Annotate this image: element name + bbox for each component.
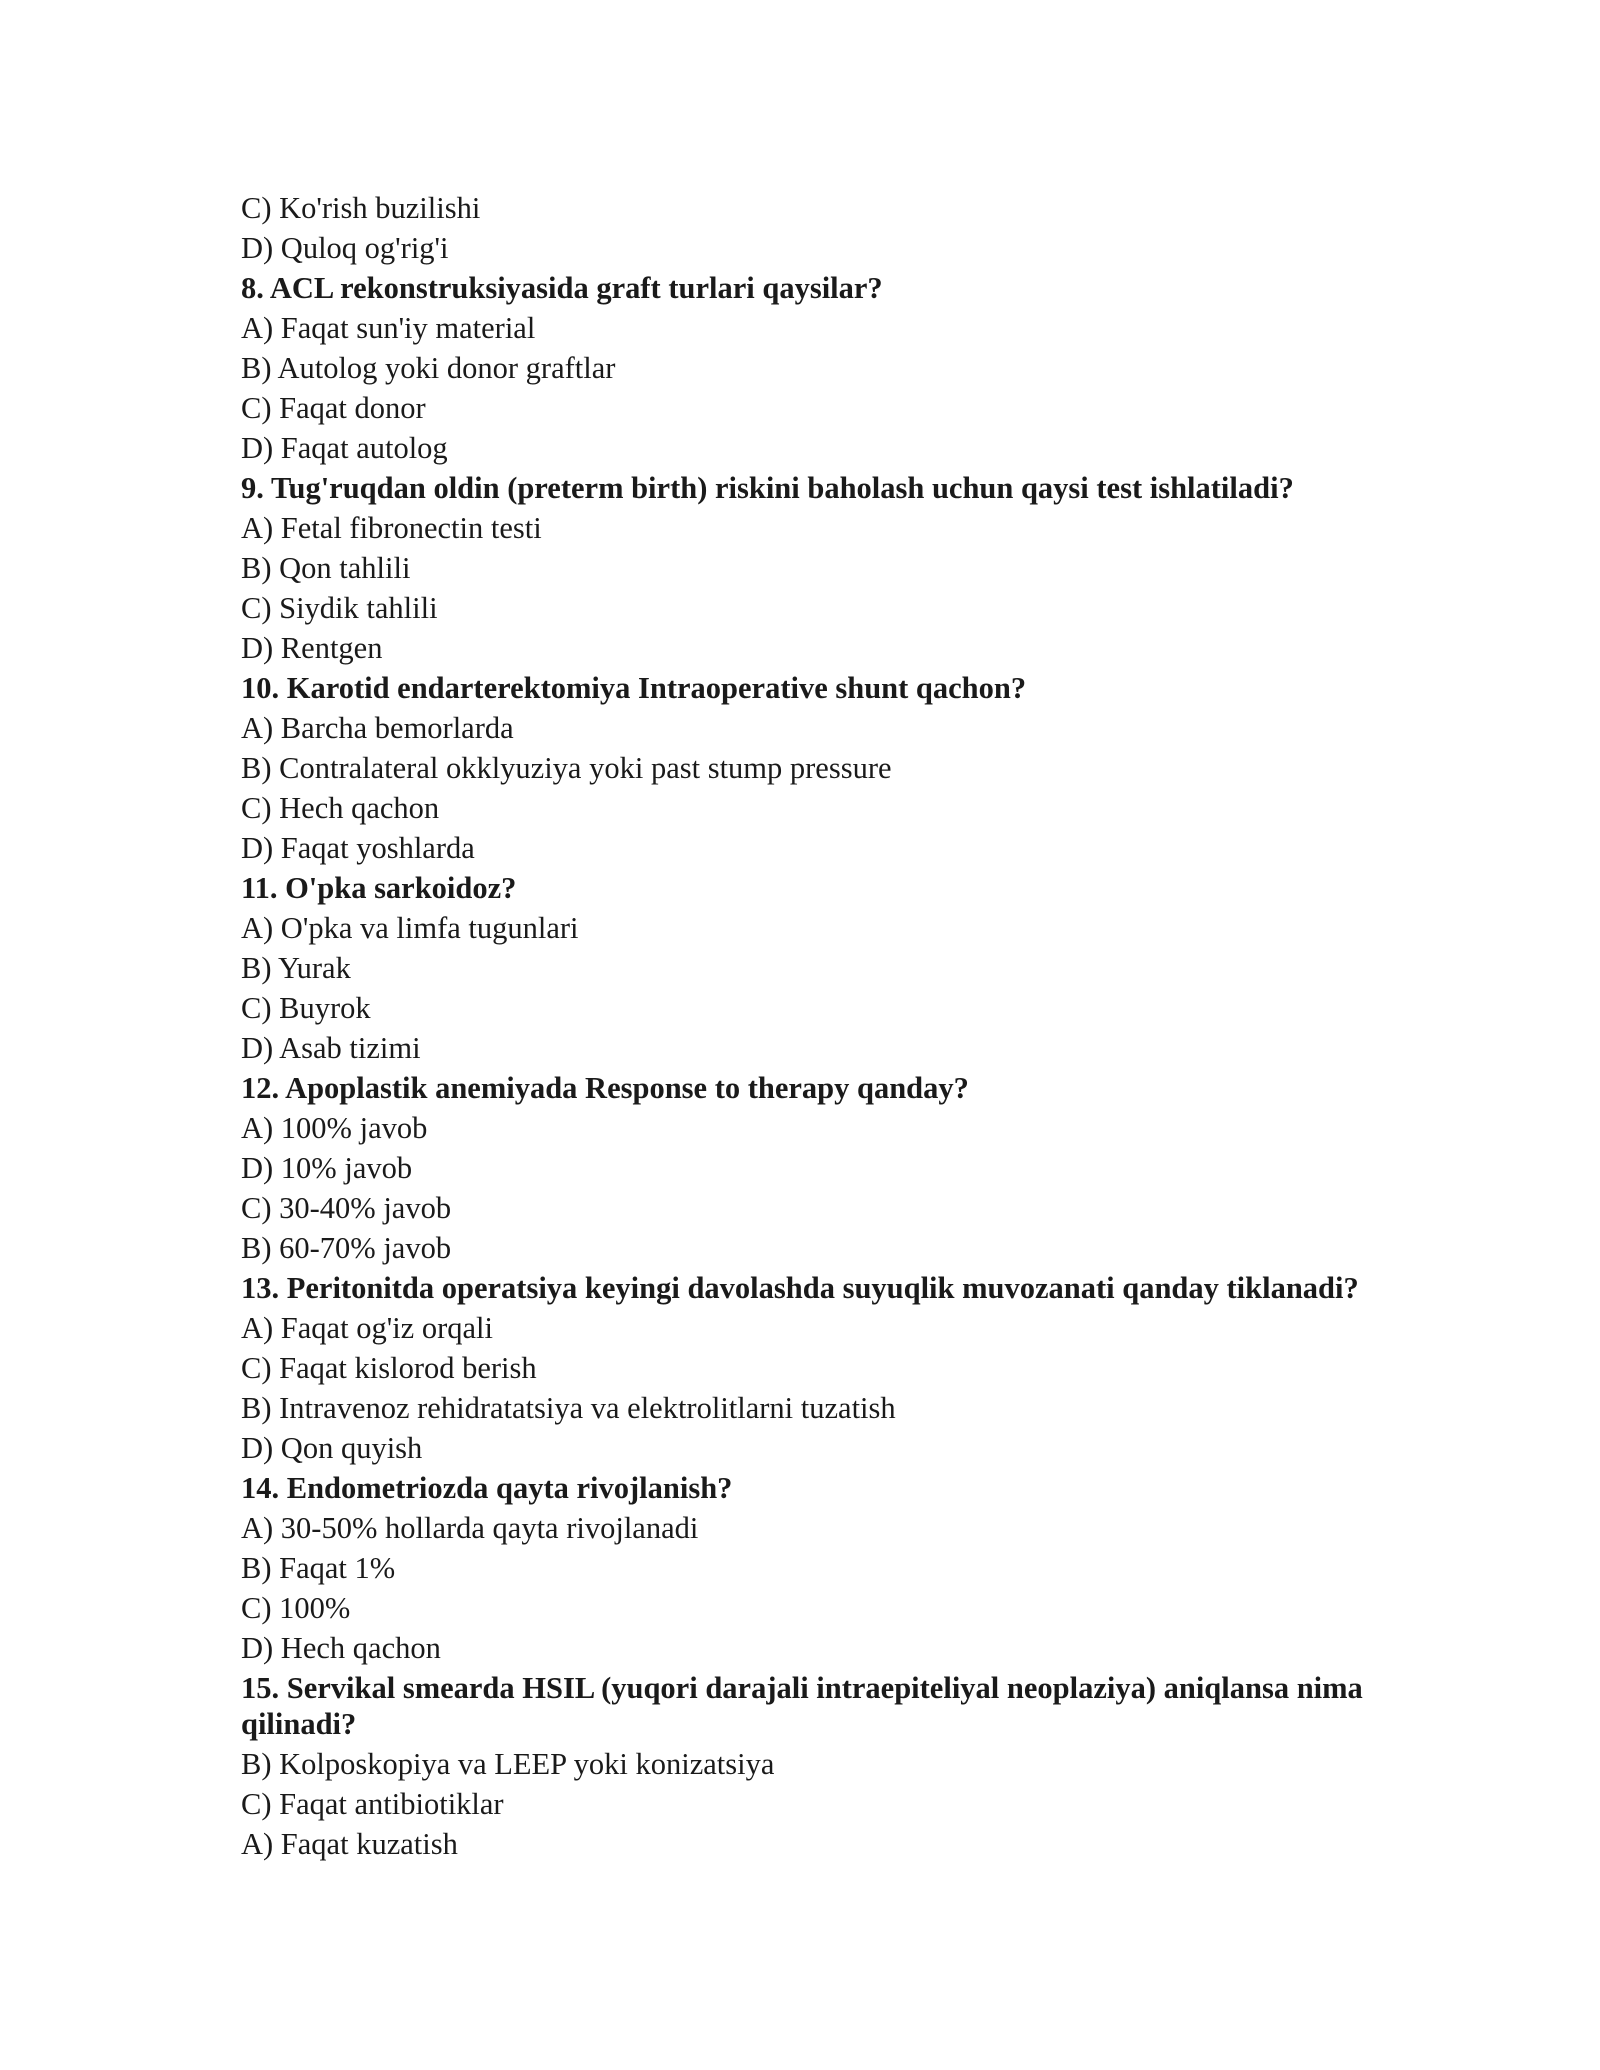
option-text: A) 100% javob [241, 1111, 428, 1145]
option-text: C) 30-40% javob [241, 1191, 452, 1225]
question-title: 8. ACL rekonstruksiyasida graft turlari qaysilar? [241, 271, 883, 305]
option-text: A) 30-50% hollarda qayta rivojlanadi [241, 1511, 699, 1545]
option-text: A) Faqat sun'iy material [241, 311, 536, 345]
option-text: A) O'pka va limfa tugunlari [241, 911, 579, 945]
question-title: 15. Servikal smearda HSIL (yuqori darajali intraepiteliyal neoplaziya) aniqlansa nima qilinadi? [241, 1671, 1363, 1741]
option-text: A) Fetal fibronectin testi [241, 511, 542, 545]
option-text: B) Contralateral okklyuziya yoki past stump pressure [241, 751, 892, 785]
option-text: C) 100% [241, 1591, 351, 1625]
option-text: C) Faqat donor [241, 391, 426, 425]
option-text: C) Faqat kislorod berish [241, 1351, 537, 1385]
document-content [241, 188, 1421, 1864]
option-text: B) Intravenoz rehidratatsiya va elektrolitlarni tuzatish [241, 1391, 896, 1425]
question-title: 11. O'pka sarkoidoz? [241, 871, 517, 905]
option-text: D) Hech qachon [241, 1631, 441, 1665]
option-text: C) Buyrok [241, 991, 371, 1025]
option-text: B) 60-70% javob [241, 1231, 452, 1265]
option-text: C) Siydik tahlili [241, 591, 438, 625]
option-text: B) Kolposkopiya va LEEP yoki konizatsiya [241, 1747, 775, 1781]
option-text: D) Faqat autolog [241, 431, 448, 465]
question-title: 14. Endometriozda qayta rivojlanish? [241, 1471, 733, 1505]
option-text: A) Faqat kuzatish [241, 1827, 458, 1861]
option-text: C) Ko'rish buzilishi [241, 191, 481, 225]
option-text: B) Yurak [241, 951, 351, 985]
option-text: D) Quloq og'rig'i [241, 231, 449, 265]
option-text: D) Qon quyish [241, 1431, 423, 1465]
option-text: D) Faqat yoshlarda [241, 831, 475, 865]
option-text: B) Qon tahlili [241, 551, 411, 585]
option-text: C) Faqat antibiotiklar [241, 1787, 504, 1821]
option-text: B) Faqat 1% [241, 1551, 396, 1585]
option-text: B) Autolog yoki donor graftlar [241, 351, 616, 385]
question-title: 9. Tug'ruqdan oldin (preterm birth) riskini baholash uchun qaysi test ishlatiladi? [241, 471, 1294, 505]
option-text: D) Rentgen [241, 631, 383, 665]
question-title: 10. Karotid endarterektomiya Intraoperative shunt qachon? [241, 671, 1027, 705]
question-title: 12. Apoplastik anemiyada Response to therapy qanday? [241, 1071, 969, 1105]
option-text: A) Faqat og'iz orqali [241, 1311, 493, 1345]
option-text: C) Hech qachon [241, 791, 440, 825]
option-text: D) Asab tizimi [241, 1031, 421, 1065]
question-title: 13. Peritonitda operatsiya keyingi davolashda suyuqlik muvozanati qanday tiklanadi? [241, 1271, 1359, 1305]
option-text: D) 10% javob [241, 1151, 413, 1185]
option-text: A) Barcha bemorlarda [241, 711, 514, 745]
